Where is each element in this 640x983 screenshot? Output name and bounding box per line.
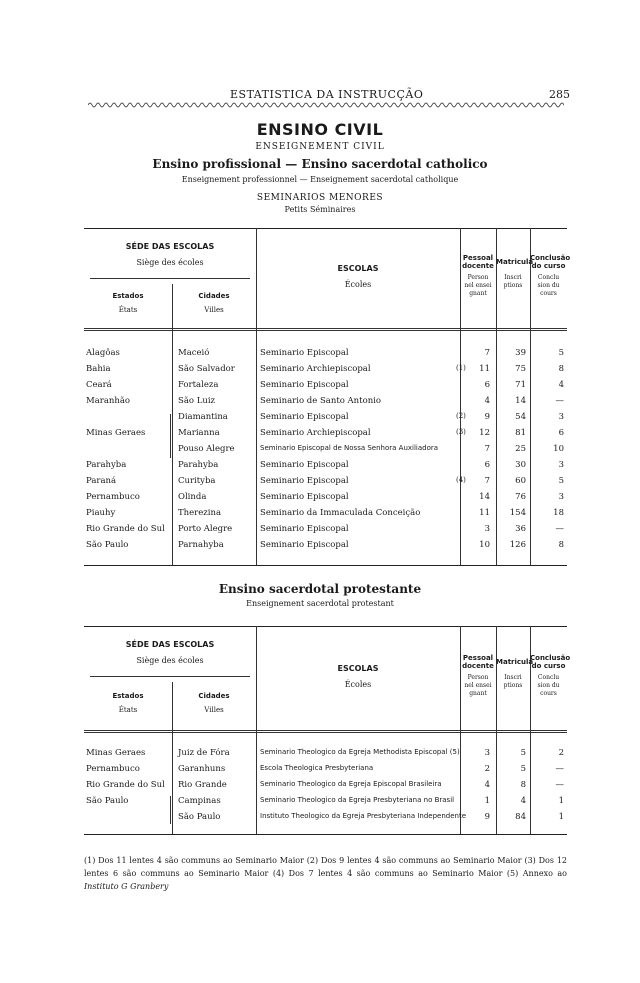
col-pessoal: Pessoal docente	[462, 654, 494, 670]
cell-pessoal: 6	[484, 460, 490, 470]
cell-matricula: 36	[515, 524, 526, 534]
cell-conclusao: 3	[558, 492, 564, 502]
cell-matricula: 39	[515, 348, 526, 358]
cell-conclusao: 3	[558, 412, 564, 422]
cell-cidade: São Paulo	[178, 812, 221, 822]
footnote-italic: Instituto G Granbery	[84, 882, 169, 891]
cell-conclusao: —	[555, 780, 564, 790]
col-sede: SÉDE DAS ESCOLAS	[125, 640, 215, 649]
cell-pessoal: 6	[484, 380, 490, 390]
cell-pessoal: 9	[484, 812, 490, 822]
cell-escola: Escola Theologica Presbyteriana	[260, 764, 374, 772]
cell-matricula: 14	[515, 396, 526, 406]
cell-matricula: 4	[520, 796, 526, 806]
cell-escola: Seminario Theologico da Egreja Presbyteriana no Brasil	[260, 796, 455, 804]
cell-pessoal: 11	[479, 508, 490, 518]
cell-matricula: 8	[520, 780, 526, 790]
header-bottom-rule	[84, 730, 567, 733]
table-row	[84, 492, 567, 508]
cell-matricula: 25	[515, 444, 526, 454]
col-pessoal-fr: Person nel ensei gnant	[464, 674, 492, 697]
cell-cidade: São Luiz	[178, 396, 216, 406]
col-cidades: Cidades	[198, 692, 230, 700]
cell-nota: (3)	[456, 428, 466, 436]
col-conclusao: Conclusão do curso	[530, 254, 571, 270]
cell-escola: Seminario Episcopal	[260, 540, 349, 550]
cell-conclusao: 5	[558, 476, 564, 486]
cell-estado: Pernambuco	[86, 764, 140, 774]
section-heading-fr: Enseignement professionnel — Enseignement sacerdotal catholique	[181, 175, 459, 184]
cell-matricula: 76	[515, 492, 526, 502]
cell-estado: Minas Geraes	[86, 428, 146, 438]
table-top-rule	[84, 228, 567, 229]
cell-estado: Alagôas	[86, 348, 120, 358]
wavy-rule	[88, 101, 564, 109]
cell-pessoal: 10	[479, 540, 490, 550]
cell-pessoal: 14	[479, 492, 490, 502]
cell-cidade: Curityba	[178, 476, 216, 486]
cell-cidade: São Salvador	[178, 364, 235, 374]
col-sede-fr: Siège des écoles	[136, 258, 204, 267]
col-escolas-fr: Écoles	[344, 280, 372, 289]
main-heading: ENSINO CIVIL	[256, 120, 384, 139]
main-heading-fr: ENSEIGNEMENT CIVIL	[255, 142, 385, 152]
cell-escola: Seminario Episcopal	[260, 492, 349, 502]
cell-escola: Seminario Episcopal	[260, 412, 349, 422]
cell-escola: Seminario Archiepiscopal	[260, 428, 371, 438]
table-row	[84, 476, 567, 492]
cell-escola: Seminario Episcopal	[260, 460, 349, 470]
cell-escola: Seminario Episcopal	[260, 348, 349, 358]
cell-conclusao: 5	[558, 348, 564, 358]
cell-cidade: Diamantina	[178, 412, 228, 422]
cell-cidade: Pouso Alegre	[178, 444, 235, 454]
footnote-text: (1) Dos 11 lentes 4 são communs ao Seminario Maior (2) Dos 9 lentes 4 são communs ao Seminario Maior (3) Dos 12 lentes 6 são communs ao Seminario Maior (4) Dos 7 lentes 4 são communs ao Seminario Maior (5) Annexo ao	[84, 856, 567, 878]
cell-escola: Seminario Archiepiscopal	[260, 364, 371, 374]
col-estados: Estados	[112, 292, 144, 300]
cell-escola: Seminario Theologico da Egreja Methodista Episcopal (5)	[260, 748, 460, 756]
cell-matricula: 54	[515, 412, 526, 422]
col-pessoal-fr: Person nel ensei gnant	[464, 274, 492, 297]
table-row	[84, 444, 567, 460]
table-row	[84, 780, 567, 796]
running-title: ESTATISTICA DA INSTRUCÇÃO	[230, 88, 424, 101]
cell-cidade: Olinda	[178, 492, 207, 502]
cell-matricula: 71	[515, 380, 526, 390]
table-row	[84, 540, 567, 556]
cell-pessoal: 9	[484, 412, 490, 422]
table-row	[84, 460, 567, 476]
cell-cidade: Campinas	[178, 796, 221, 806]
col-cidades: Cidades	[198, 292, 230, 300]
col-conclusao: Conclusão do curso	[530, 654, 571, 670]
cell-nota: (1)	[456, 364, 466, 372]
header-bottom-rule	[84, 328, 567, 331]
cell-escola: Seminario Episcopal	[260, 476, 349, 486]
cell-conclusao: 1	[558, 796, 564, 806]
col-conclusao-fr: Conclu sion du cours	[537, 274, 560, 297]
col-pessoal: Pessoal docente	[462, 254, 494, 270]
cell-escola: Seminario Episcopal	[260, 524, 349, 534]
subsection-heading-fr: Petits Séminaires	[284, 205, 356, 214]
cell-pessoal: 7	[484, 348, 490, 358]
table-row	[84, 396, 567, 412]
col-escolas-fr: Écoles	[344, 680, 372, 689]
cell-pessoal: 2	[484, 764, 490, 774]
cell-matricula: 126	[509, 540, 526, 550]
table-row	[84, 508, 567, 524]
cell-cidade: Parnahyba	[178, 540, 224, 550]
cell-matricula: 60	[515, 476, 526, 486]
cell-cidade: Parahyba	[178, 460, 219, 470]
cell-estado: Bahia	[86, 364, 111, 374]
cell-nota: (4)	[456, 476, 466, 484]
section2-heading: Ensino sacerdotal protestante	[218, 582, 422, 596]
col-escolas: ESCOLAS	[337, 664, 379, 673]
cell-estado: São Paulo	[86, 540, 129, 550]
cell-escola: Seminario de Santo Antonio	[260, 396, 382, 406]
cell-conclusao: 1	[558, 812, 564, 822]
cell-estado: Rio Grande do Sul	[86, 524, 165, 534]
cell-cidade: Maceió	[178, 348, 210, 358]
cell-matricula: 75	[515, 364, 526, 374]
cell-cidade: Porto Alegre	[178, 524, 233, 534]
cell-escola: Seminario Episcopal	[260, 380, 349, 390]
cell-matricula: 84	[515, 812, 526, 822]
brace	[170, 796, 175, 824]
cell-cidade: Juiz de Fóra	[178, 748, 230, 758]
brace-rule	[90, 278, 250, 279]
table-row	[84, 428, 567, 444]
table-row	[84, 748, 567, 764]
cell-pessoal: 3	[484, 748, 490, 758]
table-bottom-rule	[84, 834, 567, 835]
col-matricula: Matricula	[496, 258, 534, 266]
cell-cidade: Marianna	[178, 428, 220, 438]
cell-conclusao: 4	[558, 380, 564, 390]
col-estados-fr: États	[118, 706, 138, 714]
brace	[170, 414, 175, 458]
brace-rule	[90, 676, 250, 677]
cell-pessoal: 1	[484, 796, 490, 806]
cell-matricula: 5	[520, 764, 526, 774]
cell-conclusao: 3	[558, 460, 564, 470]
cell-matricula: 30	[515, 460, 526, 470]
page-number: 285	[549, 88, 570, 101]
cell-conclusao: 6	[558, 428, 564, 438]
cell-nota: (2)	[456, 412, 466, 420]
cell-pessoal: 3	[484, 524, 490, 534]
cell-matricula: 5	[520, 748, 526, 758]
cell-cidade: Garanhuns	[178, 764, 226, 774]
cell-pessoal: 4	[484, 780, 490, 790]
section2-heading-fr: Enseignement sacerdotal protestant	[246, 599, 394, 608]
cell-estado: Pernambuco	[86, 492, 140, 502]
col-sede-fr: Siège des écoles	[136, 656, 204, 665]
table-row	[84, 380, 567, 396]
table-row	[84, 412, 567, 428]
col-matricula-fr: Inscri ptions	[503, 274, 523, 289]
table-row	[84, 348, 567, 364]
table-protestante	[84, 626, 571, 838]
footnotes	[84, 854, 567, 893]
cell-escola: Instituto Theologico da Egreja Presbyteriana Independente	[260, 812, 467, 820]
cell-conclusao: —	[555, 764, 564, 774]
cell-pessoal: 4	[484, 396, 490, 406]
col-matricula-fr: Inscri ptions	[503, 674, 523, 689]
cell-matricula: 81	[515, 428, 526, 438]
table-row	[84, 812, 567, 828]
section-heading: Ensino profissional — Ensino sacerdotal catholico	[152, 157, 488, 171]
table-row	[84, 764, 567, 780]
cell-estado: Rio Grande do Sul	[86, 780, 165, 790]
cell-pessoal: 11	[479, 364, 490, 374]
table-top-rule	[84, 626, 567, 627]
cell-conclusao: 2	[558, 748, 564, 758]
cell-estado: Piauhy	[86, 508, 116, 518]
cell-conclusao: 10	[553, 444, 564, 454]
table-row	[84, 524, 567, 540]
col-matricula: Matricula	[496, 658, 534, 666]
cell-estado: Ceará	[86, 380, 112, 390]
table-row	[84, 796, 567, 812]
col-conclusao-fr: Conclu sion du cours	[537, 674, 560, 697]
col-cidades-fr: Villes	[204, 706, 224, 714]
cell-cidade: Therezina	[178, 508, 222, 518]
cell-escola: Seminario Theologico da Egreja Episcopal Brasileira	[260, 780, 442, 788]
cell-conclusao: —	[555, 524, 564, 534]
cell-conclusao: 8	[558, 364, 564, 374]
table-seminarios	[84, 228, 571, 568]
cell-conclusao: 18	[553, 508, 564, 518]
cell-pessoal: 7	[484, 444, 490, 454]
cell-matricula: 154	[509, 508, 526, 518]
col-estados: Estados	[112, 692, 144, 700]
cell-pessoal: 12	[479, 428, 490, 438]
cell-conclusao: —	[555, 396, 564, 406]
table-bottom-rule	[84, 565, 567, 566]
cell-estado: São Paulo	[86, 796, 129, 806]
cell-pessoal: 7	[484, 476, 490, 486]
cell-cidade: Rio Grande	[178, 780, 227, 790]
cell-estado: Minas Geraes	[86, 748, 146, 758]
col-escolas: ESCOLAS	[337, 264, 379, 273]
cell-estado: Parahyba	[86, 460, 127, 470]
table-row	[84, 364, 567, 380]
cell-conclusao: 8	[558, 540, 564, 550]
cell-estado: Paraná	[86, 476, 117, 486]
col-cidades-fr: Villes	[204, 306, 224, 314]
cell-escola: Seminario da Immaculada Conceição	[260, 508, 421, 518]
cell-estado: Maranhão	[86, 396, 131, 406]
cell-cidade: Fortaleza	[178, 380, 219, 390]
col-estados-fr: États	[118, 306, 138, 314]
subsection-heading: SEMINARIOS MENORES	[256, 193, 384, 203]
cell-escola: Seminario Episcopal de Nossa Senhora Auxiliadora	[260, 444, 439, 452]
col-sede: SÉDE DAS ESCOLAS	[125, 242, 215, 251]
